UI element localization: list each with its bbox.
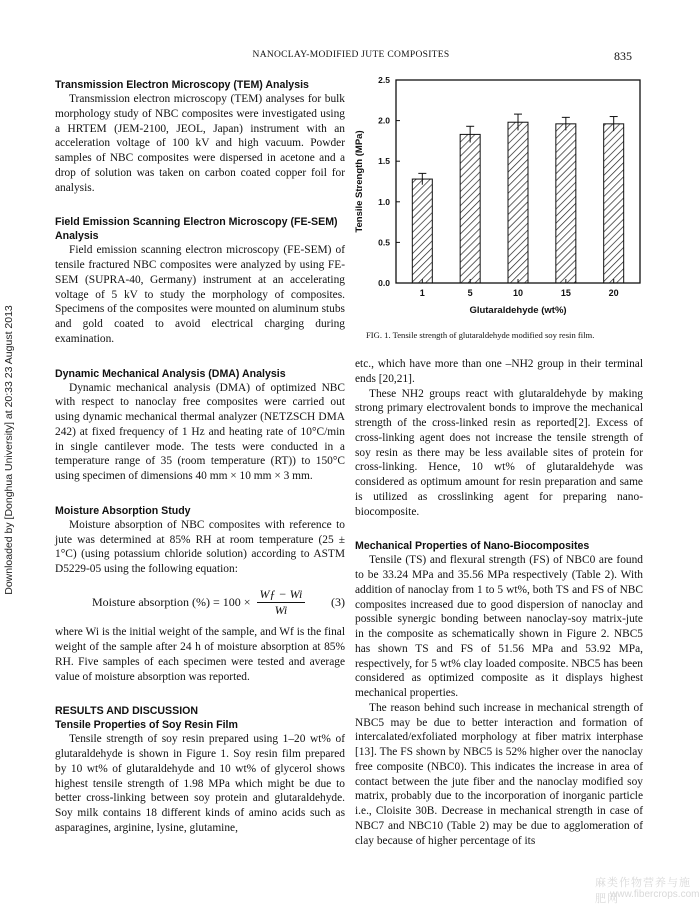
watermark-site-name: 麻类作物营养与施肥网 [595, 876, 691, 905]
left-column [55, 78, 345, 836]
page-number: 835 [614, 49, 632, 63]
x-axis-label: Glutaraldehyde (wt%) [469, 305, 567, 315]
tem-paragraph: Transmission electron microscopy (TEM) analyses for bulk morphology study of NBC composites were investigated using a HRTEM (JEM-2100, JEOL, Japan) instrument with an acceleration voltage of 100 kV and high vacuum. Powder samples of NBC composites were dispersed in acetone and a drop of solution was taken on carbon coated copper foil for analysis. [55, 93, 345, 194]
y-tick-label: 2.5 [378, 75, 390, 85]
watermark-url: www.fibercrops.com [610, 889, 699, 900]
amino-continuation: etc., which have more than one –NH2 group in their terminal ends [20,21]. [355, 358, 643, 385]
y-tick-label: 0.5 [378, 237, 390, 248]
bar [556, 124, 576, 283]
y-tick-label: 1.5 [378, 156, 390, 167]
bar [604, 124, 624, 283]
bar [508, 122, 528, 283]
moisture-paragraph: Moisture absorption of NBC composites with reference to jute was determined at 85% RH at room temperature (25 ± 1°C) (using potassium chloride solution) according to ASTM D5229-05 using the following equation: [55, 518, 345, 575]
figure-caption: FIG. 1. Tensile strength of glutaraldehyde modified soy resin film. [366, 330, 595, 340]
nh2-paragraph: These NH2 groups react with glutaraldehyde by making strong primary electrovalent bonds to improve the mechanical strength of the cross-linked resin as reported[2]. Excess of cross-linking agent does not increase the tensile strength of soy resin as there may be less available sites of protein for cross-linking. Hence, 10 wt% of glutaraldehyde was considered as optimum amount for resin preparation and same is utilized as crosslinking agent for preparing nano-biocomposite. [355, 387, 643, 518]
x-tick-label: 5 [467, 288, 473, 298]
fesem-heading: Field Emission Scanning Electron Microscopy (FE-SEM) Analysis [55, 216, 338, 243]
reason-paragraph: The reason behind such increase in mechanical strength of NBC5 may be due to better interaction and formation of intercalated/exfoliated morphology at fiber matrix interphase [13]. The FS shown by NBC5 is 52% higher over the nanoclay free composite (NBC0). This indicates the increase in area of contact between the jute fiber and the nanoclay modified soy matrix, probably due to the incorporation of inorganic particle i.e., Cloisite 30B. Decrease in mechanical strength in case of NBC7 and NBC10 (Table 2) may be due to agglomeration of clay because of higher percentage of its [355, 701, 643, 847]
x-tick-label: 15 [560, 288, 571, 298]
y-tick-label: 2.0 [378, 115, 390, 126]
y-tick-label: 0.0 [378, 278, 390, 288]
soy-resin-heading: Tensile Properties of Soy Resin Film [55, 719, 238, 732]
bar [412, 179, 432, 283]
x-tick-label: 10 [512, 288, 524, 298]
dma-heading: Dynamic Mechanical Analysis (DMA) Analysis [55, 367, 286, 380]
moisture-heading: Moisture Absorption Study [55, 504, 191, 517]
y-tick-label: 1.0 [378, 196, 390, 207]
y-axis-label: Tensile Strength (MPa) [354, 130, 365, 233]
running-head: NANOCLAY-MODIFIED JUTE COMPOSITES [252, 50, 450, 60]
equation-denominator: Wi [274, 602, 288, 617]
soy-resin-paragraph: Tensile strength of soy resin prepared using 1–20 wt% of glutaraldehyde is shown in Figure 1. Soy resin film prepared by 10 wt% of glutaraldehyde and 10 wt% of glycerol shows highest tensile strength of 1.98 MPa which might be due to better cross-linking between soy protein and glutaraldehyde. Soy milk contains 18 different kinds of amino acids such as asparagines, arginine, lysine, glutamine, [55, 733, 345, 834]
moisture-after-equation: where Wi is the initial weight of the sample, and Wf is the final weight of the sample after 24 h of moisture absorption at 85% RH. Five samples of each specimen were tested and average value of moisture absorption was reported. [55, 626, 345, 683]
download-notice: Downloaded by [Donghua University] at 20:33 23 August 2013 [3, 305, 15, 595]
right-column [355, 357, 643, 848]
dma-paragraph: Dynamic mechanical analysis (DMA) of optimized NBC with respect to nanoclay free composites were carried out using dynamic mechanical thermal analyzer (NETZSCH DMA 242) at fixed frequency of 1 Hz and heating rate of 10°C/min in single cantilever mode. The tests were conducted in a temperature range of 35 (room temperature (RT)) to 150°C using specimen of dimensions 40 mm × 10 mm × 3 mm. [55, 381, 345, 482]
tem-heading: Transmission Electron Microscopy (TEM) Analysis [55, 79, 309, 91]
results-heading: RESULTS AND DISCUSSION [55, 705, 199, 718]
mechanical-heading: Mechanical Properties of Nano-Biocomposites [355, 540, 590, 553]
tensile-strength-chart [348, 70, 648, 315]
bar [460, 134, 480, 283]
equation-number: (3) [331, 594, 345, 609]
fesem-paragraph: Field emission scanning electron microscopy (FE-SEM) of tensile fractured NBC composites were analyzed by using FE-SEM (SUPRA-40, Germany) instrument at an accelerating voltage of 5 kV to study the morphology of composites. Specimens of the composites were mounted on aluminum stubs and gold coated to avoid electrical charging during examination. [55, 244, 345, 345]
mechanical-paragraph: Tensile (TS) and flexural strength (FS) of NBC0 are found to be 33.24 MPa and 35.56 MPa respectively (Table 2). With addition of nanoclay from 1 to 5 wt%, both TS and FS of NBC composites increased due to good dispersion of nanoclay and possible synergic bonding between nanoclay-soy matrix-jute in the composite as schematically shown in Figure 2. NBC5 has shown TS and FS of 51.56 MPa and 53.92 MPa, respectively, for 5 wt% clay loaded composite. NBC5 has been considered as optimized composite as it displays highest mechanical properties. [355, 554, 643, 699]
equation-numerator: Wƒ − Wi [257, 587, 306, 603]
moisture-equation [55, 587, 345, 618]
equation-fraction [257, 587, 306, 618]
x-tick-label: 20 [608, 288, 619, 298]
equation-lhs: Moisture absorption (%) = 100 × [92, 594, 251, 609]
x-tick-label: 1 [419, 288, 425, 298]
download-sidebar [0, 300, 18, 600]
